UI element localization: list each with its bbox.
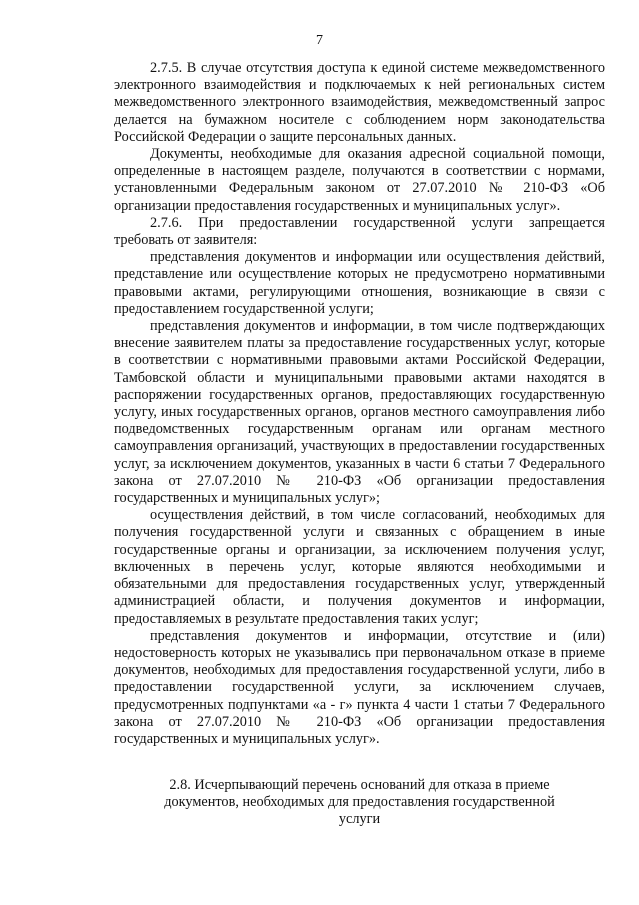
- section-heading-line: 2.8. Исчерпывающий перечень оснований для отказа в приеме: [169, 777, 550, 793]
- paragraph-documents-obtained: Документы, необходимые для оказания адресной социальной помощи, определенные в настоящем разделе, получаются в соответствии с нормами, установленными Федеральным законом от 27.07.2010 № 210-ФЗ «Об организации предоставления государственных и муниципальных услуг».: [114, 146, 605, 214]
- paragraph-2-7-5: 2.7.5. В случае отсутствия доступа к единой системе межведомственного электронного взаимодействия и подключаемых к ней региональных систем межведомственного электронного взаимодействия, межведомственный запрос делается на бумажном носителе с соблюдением норм законодательства Российской Федерации о защите персональных данных.: [114, 60, 605, 145]
- prohibition-item-2: представления документов и информации, в том числе подтверждающих внесение заявителем платы за предоставление государственных услуг, которые в соответствии с нормативными правовыми актами Российской Федерации, Тамбовской области и муниципальными правовыми актами находятся в распоряжении государственных органов, предоставляющих государственную услугу, иных государственных органов, органов местного самоуправления либо подведомственных государственным органам или органам местного самоуправления организаций, участвующих в предоставлении государственных услуг, за исключением документов, указанных в части 6 статьи 7 Федерального закона от 27.07.2010 № 210-ФЗ «Об организации предоставления государственных и муниципальных услуг»;: [114, 318, 605, 507]
- section-heading-2-8: [114, 777, 605, 829]
- section-heading-line: документов, необходимых для предоставления государственной: [164, 794, 555, 811]
- prohibition-item-4: представления документов и информации, отсутствие и (или) недостоверность которых не указывались при первоначальном отказе в приеме документов, необходимых для предоставления государственной услуги, либо в предоставлении государственной услуги, за исключением случаев, предусмотренных подпунктами «а - г» пункта 4 части 1 статьи 7 Федерального закона от 27.07.2010 № 210-ФЗ «Об организации предоставления государственных и муниципальных услуг».: [114, 627, 605, 747]
- paragraph-2-7-6: 2.7.6. При предоставлении государственной услуги запрещается требовать от заявителя:: [114, 214, 605, 249]
- prohibition-item-3: осуществления действий, в том числе согласований, необходимых для получения государственной услуги и связанных с обращением в иные государственные органы и организации, за исключением получения услуг, включенных в перечень услуг, которые являются необходимыми и обязательными для предоставления государственных услуг, утвержденный администрацией области, и получения документов и информации, предоставляемых в результате предоставления таких услуг;: [114, 507, 605, 627]
- prohibition-item-1: представления документов и информации или осуществления действий, представление или осуществление которых не предусмотрено нормативными правовыми актами, регулирующими отношения, возникающие в связи с предоставлением государственной услуги;: [114, 249, 605, 317]
- page-number: 7: [316, 33, 323, 48]
- section-heading-line: услуги: [338, 811, 381, 828]
- body-text: [114, 60, 605, 748]
